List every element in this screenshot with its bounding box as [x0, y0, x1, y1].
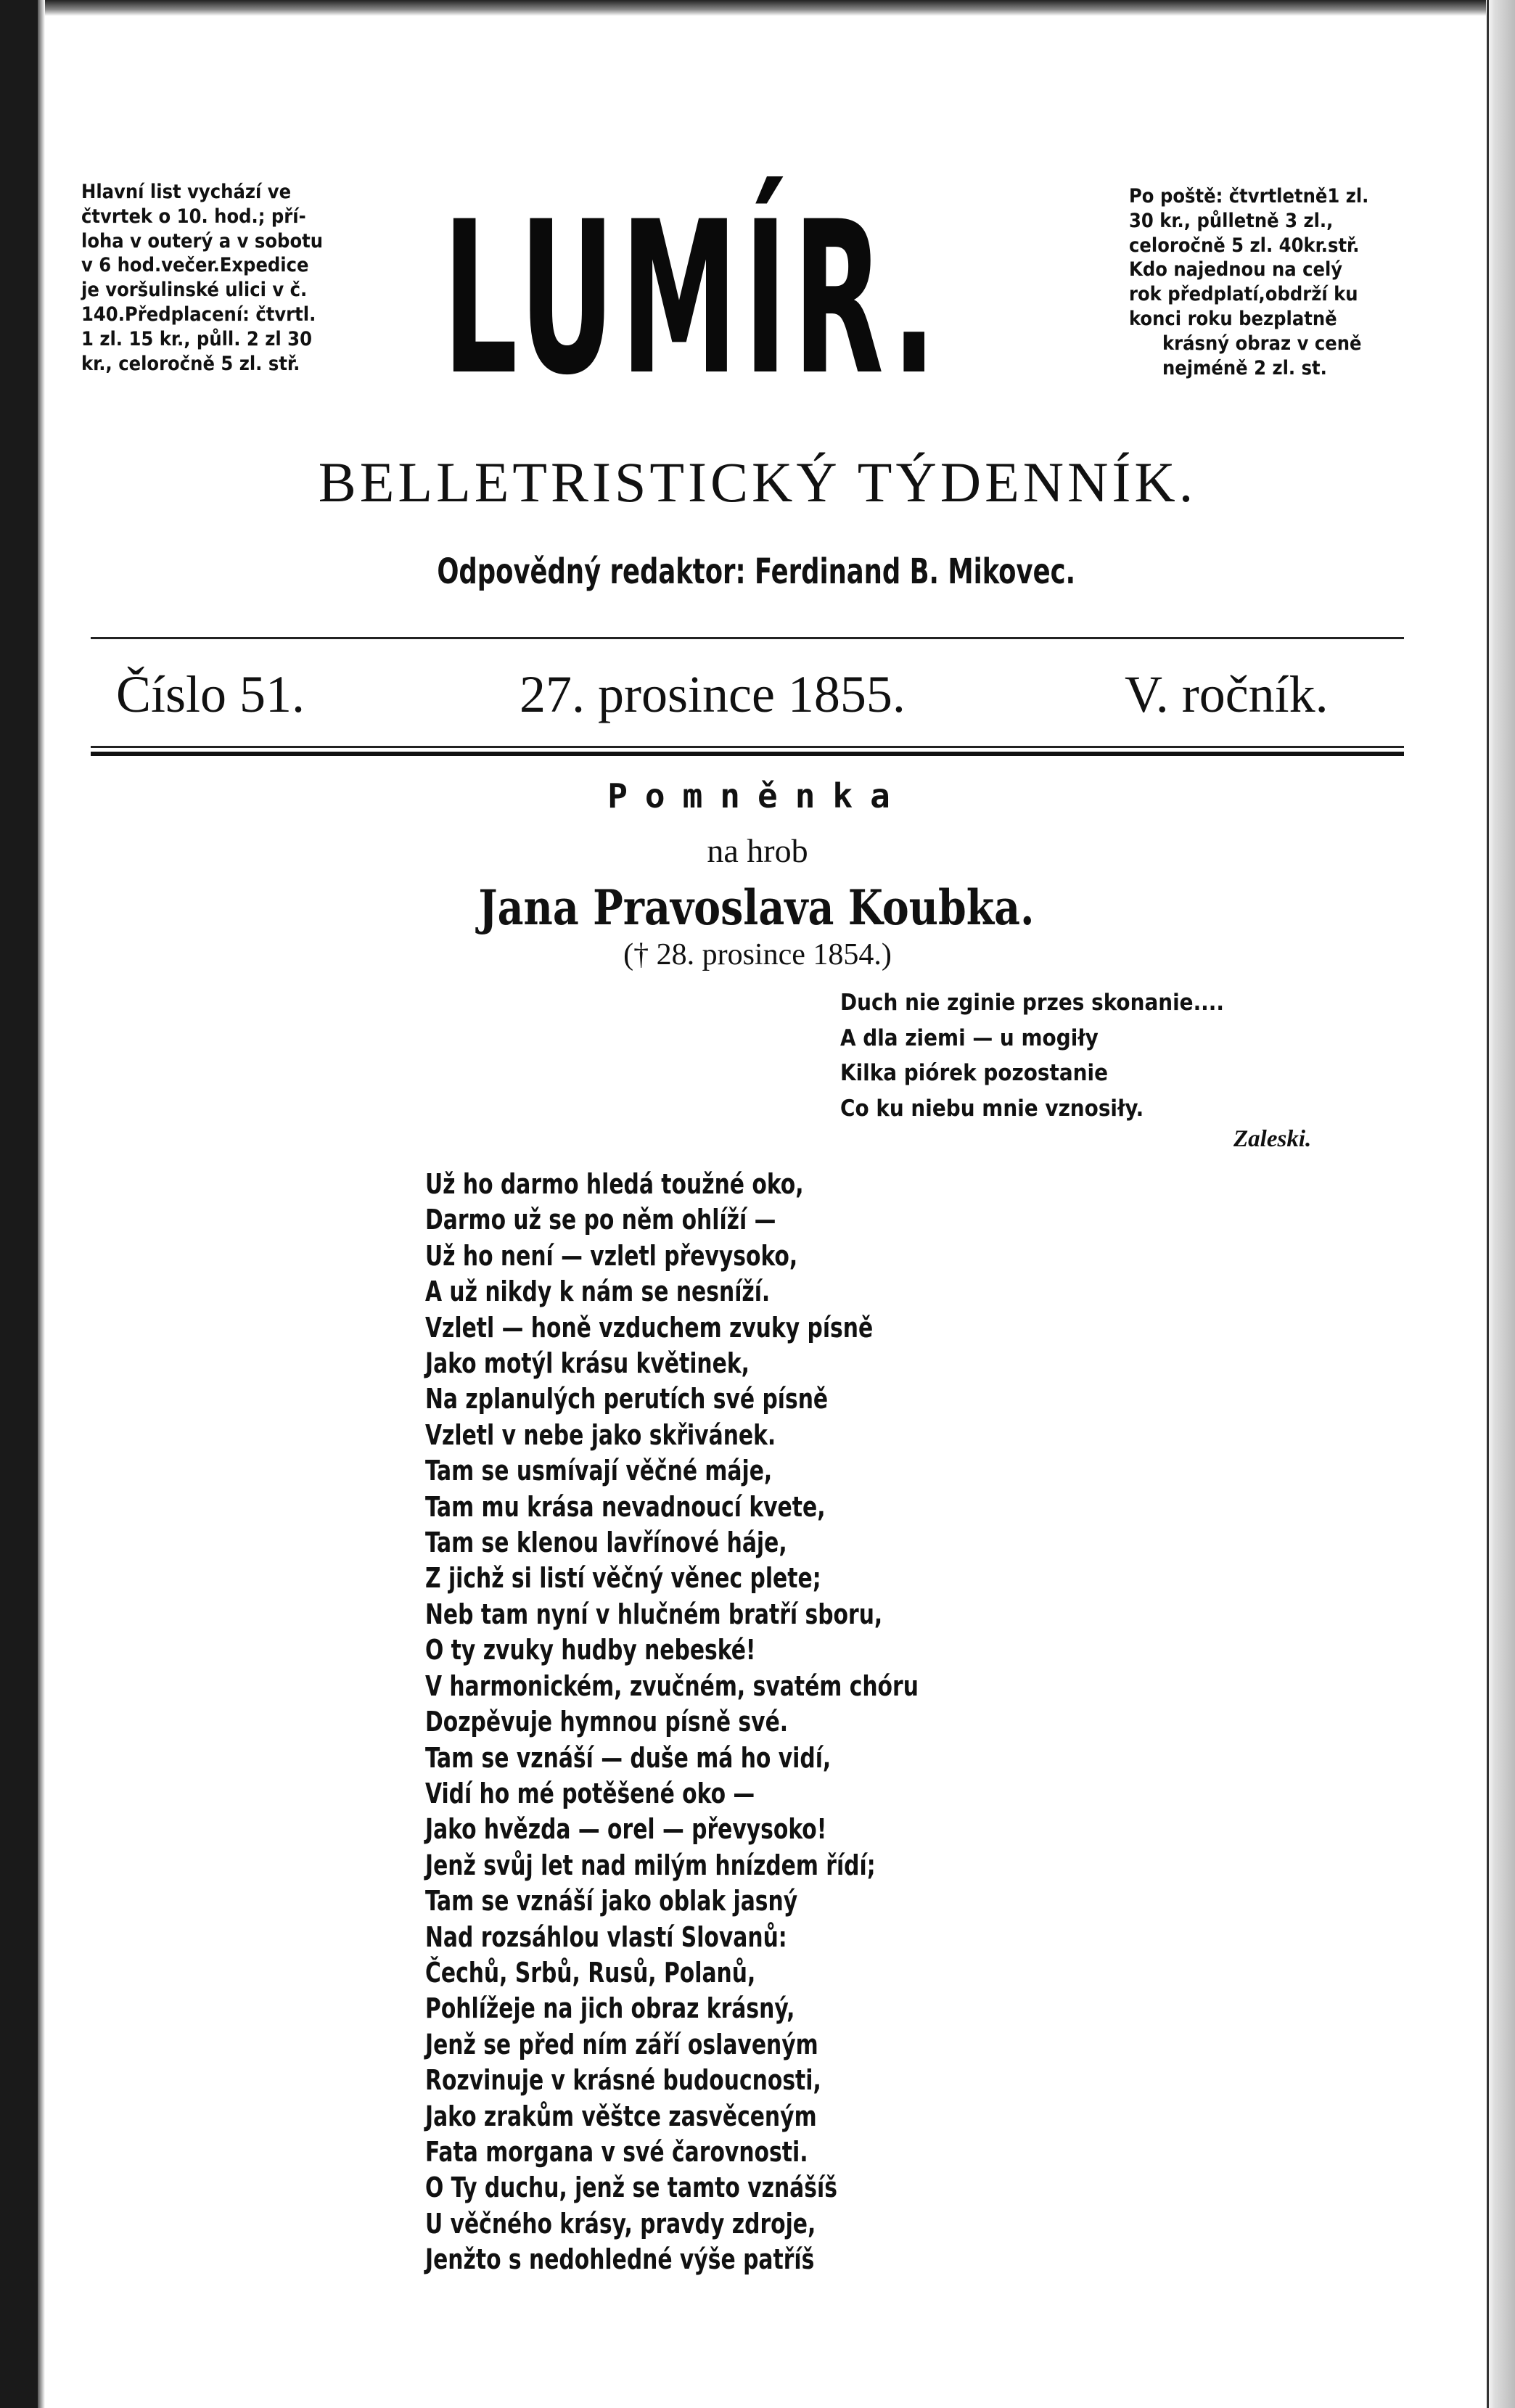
info-line: Hlavní list vychází ve [81, 181, 292, 203]
scan-border-left [0, 0, 38, 2408]
epigraph-line: Kilka piórek pozostanie [840, 1060, 1108, 1086]
poem-line: O ty zvuky hudby nebeské! [425, 1634, 756, 1667]
poem-title: Pomněnka [607, 776, 908, 815]
poem-dedicatee: Jana Pravoslava Koubka. [478, 879, 1035, 936]
scan-line-right [1487, 0, 1489, 2408]
poem-line: Dozpěvuje hymnou písně své. [425, 1706, 789, 1739]
poem-line: U věčného krásy, pravdy zdroje, [425, 2207, 816, 2240]
poem-line: Neb tam nyní v hlučném bratří sboru, [425, 1598, 883, 1631]
poem-line: Nad rozsáhlou vlastí Slovanů: [425, 1920, 787, 1954]
poem-line: Pohlížeje na jich obraz krásný, [425, 1992, 795, 2026]
epigraph-line: Duch nie zginie przes skonanie.... [840, 990, 1224, 1016]
editor-credit: Odpovědný redaktor: Ferdinand B. Mikovec. [437, 551, 1076, 592]
scan-border-top [0, 0, 1515, 16]
subscription-info-left [81, 180, 393, 376]
poem-subtitle: na hrob [707, 832, 808, 869]
epigraph [840, 985, 1363, 1126]
info-line: konci roku bezplatně [1129, 307, 1337, 330]
info-line: Kdo najednou na celý [1129, 258, 1343, 282]
poem-body [425, 1167, 924, 2278]
poem-line: Jako hvězda — orel — převysoko! [425, 1813, 827, 1846]
info-line: 30 kr., půlletně 3 zl., [1129, 209, 1334, 232]
poem-line: O Ty duchu, jenž se tamto vznášíš [425, 2171, 837, 2205]
subscription-info-right [1129, 184, 1419, 380]
poem-line: Fata morgana v své čarovnosti. [425, 2135, 808, 2169]
divider-rule [91, 637, 1404, 639]
issue-date: 27. prosince 1855. [520, 665, 906, 723]
publication-subtitle: BELLETRISTICKÝ TÝDENNÍK. [318, 451, 1197, 514]
poem-line: Tam se vznáší jako oblak jasný [425, 1885, 798, 1918]
info-line: 1 zl. 15 kr., půll. 2 zl 30 [81, 327, 312, 350]
issue-volume: V. ročník. [1125, 665, 1329, 723]
info-line: loha v outerý a v sobotu [81, 229, 324, 252]
info-line: nejméně 2 zl. st. [1162, 356, 1327, 379]
info-line: je voršulinské ulici v č. [81, 279, 308, 302]
epigraph-line: Co ku niebu mnie vznosiły. [840, 1095, 1144, 1122]
poem-line: Tam se usmívají věčné máje, [425, 1455, 773, 1488]
poem-line: Jako zrakům věštce zasvěceným [425, 2100, 817, 2133]
poem-line: Tam mu krása nevadnoucí kvete, [425, 1490, 826, 1524]
scan-border-right [1486, 0, 1515, 2408]
poem-line: Z jichž si listí věčný věnec plete; [425, 1562, 821, 1595]
poem-line: Vidí ho mé potěšené oko — [425, 1777, 755, 1810]
poem-line: Na zplanulých perutích své písně [425, 1383, 829, 1416]
poem-line: Jako motýl krásu květinek, [425, 1347, 750, 1381]
epigraph-author: Zaleski. [1233, 1126, 1312, 1152]
epigraph-line: A dla ziemi — u mogiły [840, 1024, 1099, 1051]
info-line: krásný obraz v ceně [1162, 332, 1362, 355]
poem-line: A už nikdy k nám se nesníží. [425, 1275, 771, 1309]
info-line: 140.Předplacení: čtvrtl. [81, 303, 316, 326]
info-line: Po poště: čtvrtletně1 zl. [1129, 185, 1369, 207]
poem-line: Jenž svůj let nad milým hnízdem řídí; [425, 1849, 876, 1882]
poem-line: Rozvinuje v krásné budoucnosti, [425, 2064, 821, 2097]
info-line: čtvrtek o 10. hod.; pří- [81, 205, 306, 228]
poem-line: Čechů, Srbů, Rusů, Polanů, [425, 1956, 756, 1989]
poem-line: Tam se vznáší — duše má ho vidí, [425, 1741, 832, 1775]
info-line: kr., celoročně 5 zl. stř. [81, 352, 300, 375]
poem-line: Vzletl v nebe jako skřivánek. [425, 1418, 776, 1452]
poem-line: Tam se klenou lavřínové háje, [425, 1526, 787, 1560]
poem-line: Jenžto s nedohledné výše patříš [425, 2243, 815, 2277]
poem-line: Už ho není — vzletl převysoko, [425, 1239, 798, 1273]
info-line: rok předplatí,obdrží ku [1129, 283, 1358, 306]
poem-line: Už ho darmo hledá toužné oko, [425, 1168, 804, 1201]
poem-line: Jenž se před ním září oslaveným [425, 2028, 818, 2061]
poem-date: († 28. prosince 1854.) [623, 938, 892, 971]
info-line: celoročně 5 zl. 40kr.stř. [1129, 234, 1360, 257]
divider-rule-thick [91, 752, 1404, 756]
issue-number: Číslo 51. [116, 665, 305, 723]
masthead-title: LUMÍR. [443, 177, 943, 422]
info-line: v 6 hod.večer.Expedice [81, 254, 309, 277]
scan-shadow-left [38, 0, 45, 2408]
poem-line: Darmo už se po něm ohlíží — [425, 1204, 776, 1237]
poem-line: V harmonickém, zvučném, svatém chóru [425, 1669, 919, 1703]
poem-line: Vzletl — honě vzduchem zvuky písně [425, 1311, 874, 1344]
divider-rule [91, 746, 1404, 748]
